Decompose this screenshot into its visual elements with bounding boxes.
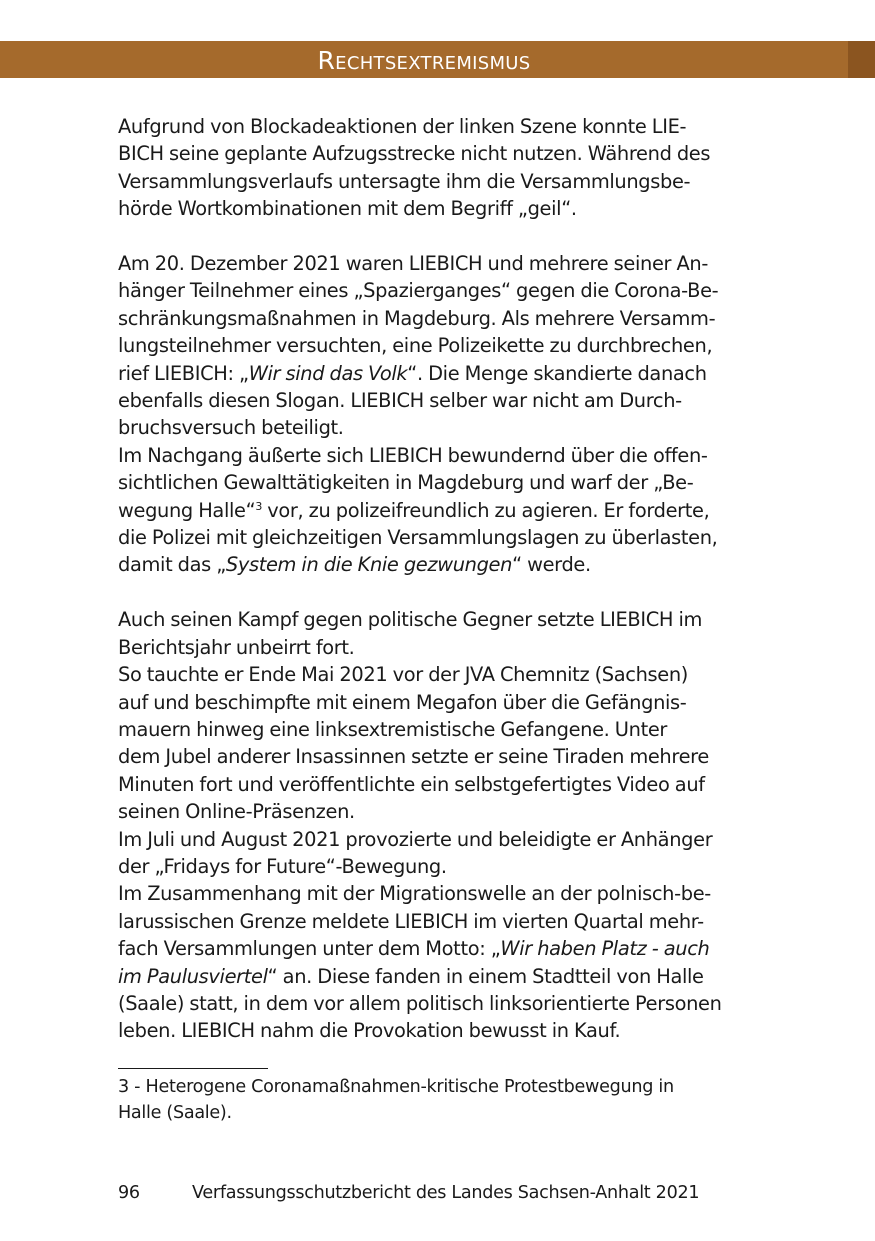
text-line: dem Jubel anderer Insassinnen setzte er seine Tiraden mehrere	[118, 745, 709, 769]
text-line	[118, 935, 758, 962]
footnote	[118, 1074, 758, 1126]
text-segment: fach Versammlungen unter dem Motto: „	[118, 937, 501, 961]
text-segment: vor, zu polizeifreundlich zu agieren. Er forderte,	[261, 498, 710, 522]
text-line: lungsteilnehmer versuchten, eine Polizeikette zu durchbrechen,	[118, 334, 713, 358]
text-segment: rief LIEBICH: „	[118, 361, 249, 385]
publication-title: Verfassungsschutzbericht des Landes Sachsen-Anhalt 2021	[192, 1183, 700, 1203]
text-line: BICH seine geplante Aufzugsstrecke nicht nutzen. Während des	[118, 142, 711, 166]
text-line: Im Juli und August 2021 provozierte und beleidigte er Anhänger	[118, 827, 713, 851]
text-segment: damit das „	[118, 553, 226, 577]
quote-italic: System in die Knie gezwungen	[225, 553, 513, 577]
text-line: der „Fridays for Future“-Bewegung.	[118, 854, 447, 878]
text-line	[118, 497, 758, 524]
footnote-line: Halle (Saale).	[118, 1103, 232, 1123]
text-segment: “. Die Menge skandierte danach	[407, 361, 707, 385]
text-line: larussischen Grenze meldete LIEBICH im vierten Quartal mehr-	[118, 909, 704, 933]
text-line: auf und beschimpfte mit einem Megafon über die Gefängnis-	[118, 690, 687, 714]
text-line: Am 20. Dezember 2021 waren LIEBICH und mehrere seiner An-	[118, 252, 708, 276]
text-line: (Saale) statt, in dem vor allem politisch linksorientierte Personen	[118, 991, 722, 1015]
text-line: Auch seinen Kampf gegen politische Gegner setzte LIEBICH im	[118, 608, 703, 632]
quote-italic: Wir sind das Volk	[248, 361, 408, 385]
footnote-line: 3 - Heterogene Coronamaßnahmen-kritische Protestbewegung in	[118, 1077, 674, 1097]
text-line: Im Zusammenhang mit der Migrationswelle an der polnisch-be-	[118, 882, 711, 906]
text-line: leben. LIEBICH nahm die Provokation bewusst in Kauf.	[118, 1019, 621, 1043]
page-number: 96	[118, 1183, 140, 1203]
text-line: bruchsversuch beteiligt.	[118, 416, 344, 440]
text-line: die Polizei mit gleichzeitigen Versammlungslagen zu überlasten,	[118, 526, 718, 550]
body-text	[118, 113, 758, 1045]
text-line: sichtlichen Gewalttätigkeiten in Magdeburg und warf der „Be-	[118, 471, 694, 495]
text-line: hänger Teilnehmer eines „Spazierganges“ gegen die Corona-Be-	[118, 279, 719, 303]
text-line: Minuten fort und veröffentlichte ein selbstgefertigtes Video auf	[118, 772, 705, 796]
text-segment: wegung Halle“	[118, 498, 256, 522]
text-line: hörde Wortkombinationen mit dem Begriff „geil“.	[118, 197, 577, 221]
text-line	[118, 360, 758, 387]
paragraph-gap	[118, 223, 758, 250]
text-line: Im Nachgang äußerte sich LIEBICH bewundernd über die offen-	[118, 443, 708, 467]
text-line: Berichtsjahr unbeirrt fort.	[118, 635, 355, 659]
text-segment: “ an. Diese fanden in einem Stadtteil von Halle	[267, 964, 704, 988]
text-line: mauern hinweg eine linksextremistische Gefangene. Unter	[118, 717, 668, 741]
section-header-tab	[848, 41, 875, 78]
text-line: ebenfalls diesen Slogan. LIEBICH selber war nicht am Durch-	[118, 389, 682, 413]
page-footer	[118, 1180, 700, 1206]
footnote-divider	[118, 1068, 268, 1069]
text-line: seinen Online-Präsenzen.	[118, 800, 355, 824]
quote-italic: Wir haben Platz - auch	[500, 937, 710, 961]
text-segment: “ werde.	[512, 553, 591, 577]
paragraph-gap	[118, 579, 758, 606]
footnote-reference: 3	[255, 499, 262, 513]
text-line	[118, 963, 758, 990]
text-line	[118, 551, 758, 578]
quote-italic: im Paulusviertel	[118, 964, 268, 988]
text-line: schränkungsmaßnahmen in Magdeburg. Als mehrere Versamm-	[118, 306, 716, 330]
text-line: So tauchte er Ende Mai 2021 vor der JVA Chemnitz (Sachsen)	[118, 663, 689, 687]
text-line: Aufgrund von Blockadeaktionen der linken Szene konnte LIE-	[118, 115, 687, 138]
text-line: Versammlungsverlaufs untersagte ihm die Versammlungsbe-	[118, 169, 691, 193]
section-title: Rechtsextremismus	[317, 46, 531, 75]
